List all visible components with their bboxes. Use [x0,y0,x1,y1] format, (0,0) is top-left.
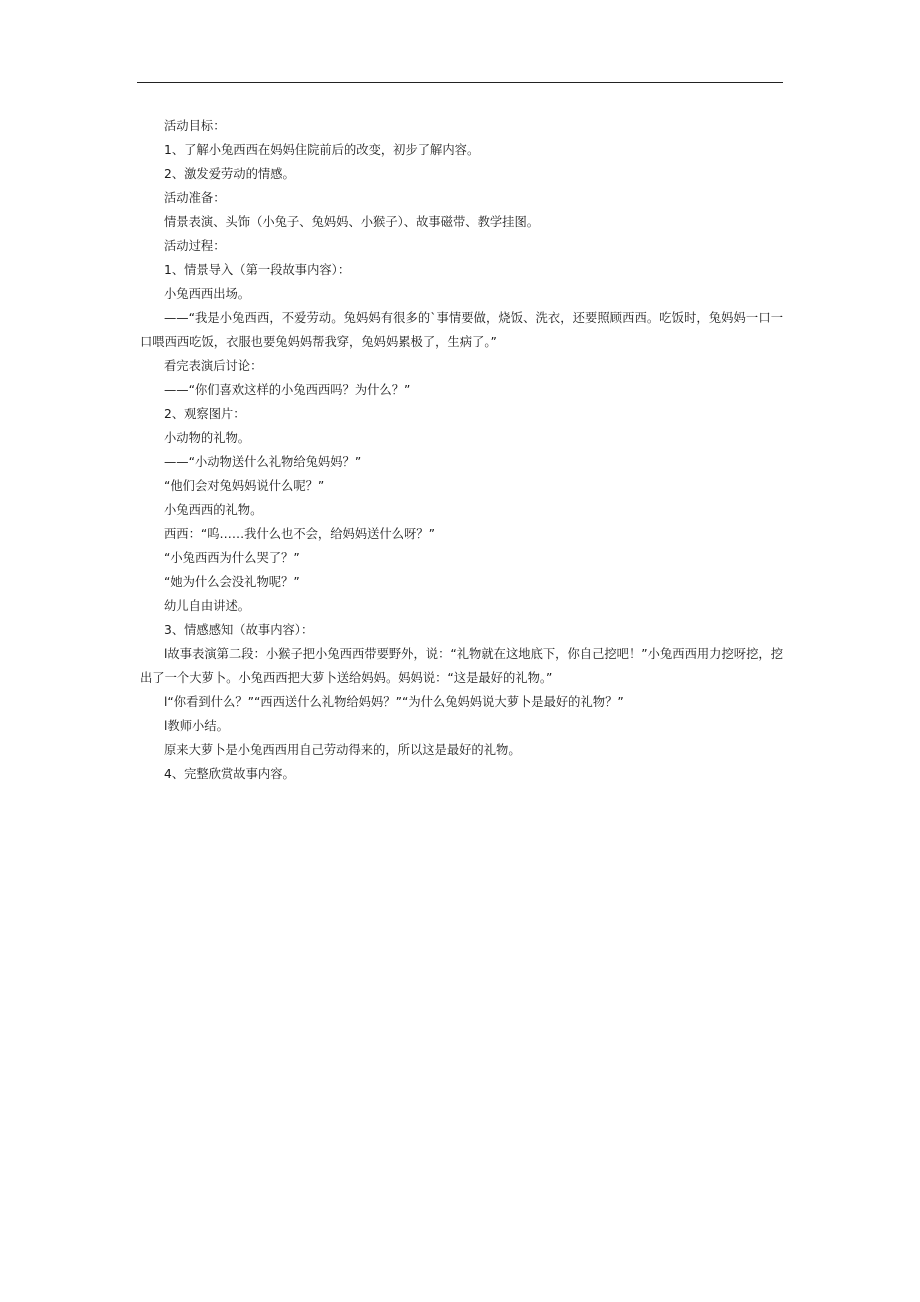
paragraph: 看完表演后讨论： [164,359,263,373]
paragraph: 小动物的礼物。 [164,431,251,445]
paragraph: “她为什么会没礼物呢？” [164,575,300,589]
section-heading-process: 活动过程： [164,239,226,253]
step-heading-3: 3、情感感知（故事内容）： [164,623,314,637]
paragraph: 西西：“呜……我什么也不会，给妈妈送什么呀？” [164,527,435,541]
goal-item-2: 2、激发爱劳动的情感。 [164,167,295,181]
paragraph: ——“你们喜欢这样的小兔西西吗？为什么？” [164,383,411,397]
section-heading-goals: 活动目标： [164,119,226,133]
step-heading-4: 4、完整欣赏故事内容。 [164,767,295,781]
step-heading-2: 2、观察图片： [164,407,246,421]
paragraph: 小兔西西出场。 [164,287,251,301]
paragraph: l故事表演第二段：小猴子把小兔西西带要野外，说：“礼物就在这地底下，你自己挖吧！”小兔西西用力挖呀挖，挖出了一个大萝卜。小兔西西把大萝卜送给妈妈。妈妈说：“这是最好的礼物。” [140,647,783,685]
paragraph: l“你看到什么？”“西西送什么礼物给妈妈？”“为什么兔妈妈说大萝卜是最好的礼物？” [164,695,624,709]
paragraph: ——“小动物送什么礼物给兔妈妈？” [164,455,362,469]
step-heading-1: 1、情景导入（第一段故事内容）： [164,263,351,277]
document-body [140,114,783,786]
paragraph: l教师小结。 [164,719,229,733]
paragraph: 原来大萝卜是小兔西西用自己劳动得来的，所以这是最好的礼物。 [164,743,521,757]
paragraph: “他们会对兔妈妈说什么呢？” [164,479,325,493]
section-heading-preparation: 活动准备： [164,191,226,205]
paragraph: 幼儿自由讲述。 [164,599,251,613]
goal-item-1: 1、了解小兔西西在妈妈住院前后的改变，初步了解内容。 [164,143,480,157]
header-rule [137,82,783,83]
paragraph: ——“我是小兔西西，不爱劳动。兔妈妈有很多的`事情要做，烧饭、洗衣，还要照顾西西。吃饭时，兔妈妈一口一口喂西西吃饭，衣服也要兔妈妈帮我穿，兔妈妈累极了，生病了。” [140,311,783,349]
paragraph: 小兔西西的礼物。 [164,503,263,517]
preparation-text: 情景表演、头饰（小兔子、兔妈妈、小猴子）、故事磁带、教学挂图。 [164,215,540,229]
paragraph: “小兔西西为什么哭了？” [164,551,300,565]
